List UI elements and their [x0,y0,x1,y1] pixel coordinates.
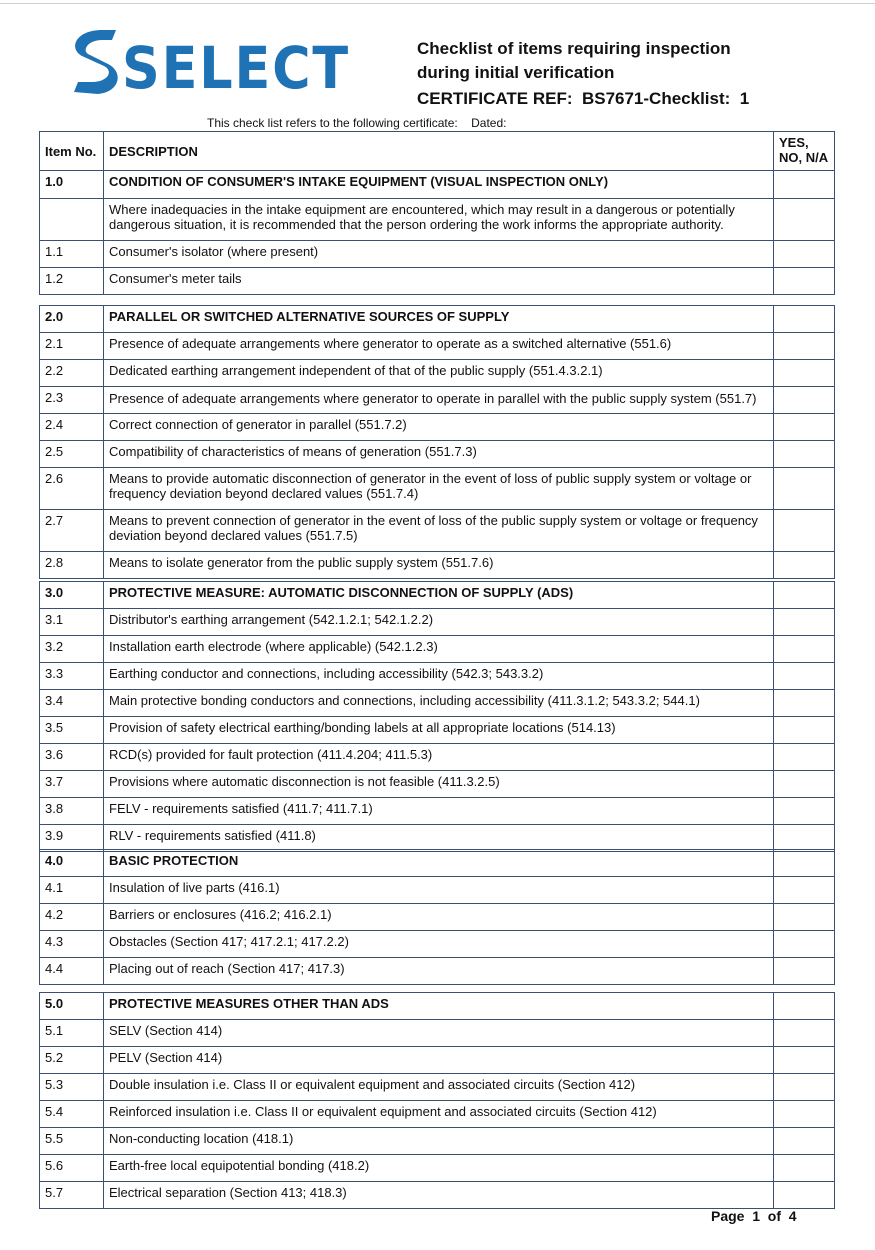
top-border-line [0,3,875,4]
result-cell[interactable] [774,360,835,387]
section-number: 5.0 [40,993,104,1020]
item-description: Dedicated earthing arrangement independent of that of the public supply (551.4.3.2.1) [104,360,774,387]
item-description: Means to isolate generator from the public supply system (551.7.6) [104,552,774,579]
section-heading-row [40,171,835,199]
item-description: Installation earth electrode (where applicable) (542.1.2.3) [104,636,774,663]
item-description: Earth-free local equipotential bonding (418.2) [104,1155,774,1182]
result-cell[interactable] [774,268,835,295]
result-cell[interactable] [774,717,835,744]
item-number: 2.8 [40,552,104,579]
section-title: PROTECTIVE MEASURE: AUTOMATIC DISCONNECTION OF SUPPLY (ADS) [104,582,774,609]
item-number: 2.5 [40,441,104,468]
checklist-section-5 [39,992,835,1209]
result-cell[interactable] [774,636,835,663]
item-number: 3.6 [40,744,104,771]
result-cell[interactable] [774,333,835,360]
checklist-row [40,663,835,690]
page-number: Page 1 of 4 [711,1208,797,1224]
item-description: SELV (Section 414) [104,1020,774,1047]
item-number: 2.7 [40,510,104,552]
checklist-row [40,931,835,958]
item-description: Obstacles (Section 417; 417.2.1; 417.2.2) [104,931,774,958]
result-cell[interactable] [774,199,835,241]
checklist-section-4 [39,849,835,985]
checklist-section-2 [39,305,835,579]
item-description-text: Presence of adequate arrangements where generator to operate in parallel with the public supply system (551.7) [109,391,757,406]
item-number: 3.2 [40,636,104,663]
checklist-row [40,636,835,663]
result-cell[interactable] [774,582,835,609]
item-description: RCD(s) provided for fault protection (411.4.204; 411.5.3) [104,744,774,771]
result-cell[interactable] [774,468,835,510]
item-description: Barriers or enclosures (416.2; 416.2.1) [104,904,774,931]
checklist-row [40,241,835,268]
header-result: YES, NO, N/A [774,132,835,171]
item-description: PELV (Section 414) [104,1047,774,1074]
checklist-row [40,609,835,636]
section-number: 1.0 [40,171,104,199]
checklist-row [40,1047,835,1074]
item-description: Electrical separation (Section 413; 418.3) [104,1182,774,1209]
section-title: CONDITION OF CONSUMER'S INTAKE EQUIPMENT (VISUAL INSPECTION ONLY) [104,171,774,199]
checklist-row [40,798,835,825]
item-number: 5.5 [40,1128,104,1155]
result-cell[interactable] [774,850,835,877]
result-cell[interactable] [774,609,835,636]
item-number: 3.8 [40,798,104,825]
checklist-row [40,414,835,441]
result-cell[interactable] [774,744,835,771]
item-number: 5.3 [40,1074,104,1101]
item-number: 3.3 [40,663,104,690]
item-number: 3.9 [40,825,104,852]
checklist-row [40,771,835,798]
checklist-section-1 [39,131,835,295]
document-title [417,37,731,85]
item-number: 5.6 [40,1155,104,1182]
result-cell[interactable] [774,771,835,798]
result-cell[interactable] [774,877,835,904]
select-logo-graphic [62,26,354,98]
certificate-reference-line: This check list refers to the following certificate: Dated: [207,116,507,130]
item-number: 2.3 [40,387,104,414]
item-number: 3.7 [40,771,104,798]
result-cell[interactable] [774,1074,835,1101]
select-logo [62,26,354,98]
item-number: 3.1 [40,609,104,636]
section-heading-row [40,850,835,877]
section-title: PARALLEL OR SWITCHED ALTERNATIVE SOURCES OF SUPPLY [104,306,774,333]
checklist-row [40,958,835,985]
result-cell[interactable] [774,241,835,268]
item-number: 2.1 [40,333,104,360]
checklist-row [40,717,835,744]
checklist-row [40,1128,835,1155]
result-cell[interactable] [774,1047,835,1074]
certificate-ref: CERTIFICATE REF: BS7671-Checklist: 1 [417,89,750,108]
section-number: 4.0 [40,850,104,877]
item-description: Non-conducting location (418.1) [104,1128,774,1155]
section-number: 3.0 [40,582,104,609]
checklist-row [40,1074,835,1101]
checklist-row [40,1020,835,1047]
result-cell[interactable] [774,663,835,690]
checklist-row [40,904,835,931]
item-number: 5.4 [40,1101,104,1128]
result-cell[interactable] [774,1020,835,1047]
item-number: 5.2 [40,1047,104,1074]
checklist-row [40,825,835,852]
item-description: FELV - requirements satisfied (411.7; 411.7.1) [104,798,774,825]
checklist-row [40,441,835,468]
item-description: RLV - requirements satisfied (411.8) [104,825,774,852]
result-cell[interactable] [774,306,835,333]
item-description: Provisions where automatic disconnection is not feasible (411.3.2.5) [104,771,774,798]
section-heading-row [40,993,835,1020]
note-number-cell [40,199,104,241]
result-cell[interactable] [774,510,835,552]
item-description: Presence of adequate arrangements where generator to operate as a switched alternative (551.6) [104,333,774,360]
header-item-no: Item No. [40,132,104,171]
item-description: Reinforced insulation i.e. Class II or equivalent equipment and associated circuits (Section 412) [104,1101,774,1128]
item-number: 1.1 [40,241,104,268]
item-number: 3.4 [40,690,104,717]
table-header-row [40,132,835,171]
result-cell[interactable] [774,825,835,852]
item-description: Placing out of reach (Section 417; 417.3) [104,958,774,985]
item-number: 4.2 [40,904,104,931]
checklist-row [40,744,835,771]
document-title-line1: Checklist of items requiring inspection [417,39,731,58]
result-cell[interactable] [774,414,835,441]
checklist-section-3 [39,581,835,852]
checklist-row [40,1101,835,1128]
item-number: 5.7 [40,1182,104,1209]
result-cell[interactable] [774,904,835,931]
result-cell[interactable] [774,441,835,468]
item-number: 2.6 [40,468,104,510]
item-description: Earthing conductor and connections, including accessibility (542.3; 543.3.2) [104,663,774,690]
result-cell[interactable] [774,387,835,414]
checklist-row [40,468,835,510]
checklist-row [40,877,835,904]
item-number: 2.2 [40,360,104,387]
item-description: Provision of safety electrical earthing/bonding labels at all appropriate locations (514.13) [104,717,774,744]
result-cell[interactable] [774,931,835,958]
result-cell[interactable] [774,690,835,717]
result-cell[interactable] [774,993,835,1020]
item-description [104,387,774,414]
item-description: Main protective bonding conductors and connections, including accessibility (411.3.1.2; 543.3.2; 544.1) [104,690,774,717]
checklist-row [40,387,835,414]
result-cell[interactable] [774,958,835,985]
section-heading-row [40,582,835,609]
item-description: Consumer's meter tails [104,268,774,295]
result-cell[interactable] [774,171,835,199]
checklist-row [40,552,835,579]
section-title: BASIC PROTECTION [104,850,774,877]
item-description: Distributor's earthing arrangement (542.1.2.1; 542.1.2.2) [104,609,774,636]
item-description: Insulation of live parts (416.1) [104,877,774,904]
item-number: 3.5 [40,717,104,744]
section-title: PROTECTIVE MEASURES OTHER THAN ADS [104,993,774,1020]
item-number: 4.3 [40,931,104,958]
section-heading-row [40,306,835,333]
item-description: Compatibility of characteristics of means of generation (551.7.3) [104,441,774,468]
logo-wordmark: SELECT [122,34,350,98]
checklist-row [40,510,835,552]
item-description: Correct connection of generator in parallel (551.7.2) [104,414,774,441]
item-description: Consumer's isolator (where present) [104,241,774,268]
item-number: 2.4 [40,414,104,441]
result-cell[interactable] [774,1155,835,1182]
section-note-row [40,199,835,241]
item-number: 5.1 [40,1020,104,1047]
item-number: 4.1 [40,877,104,904]
document-title-line2: during initial verification [417,63,615,82]
checklist-row [40,268,835,295]
result-cell[interactable] [774,798,835,825]
result-cell[interactable] [774,552,835,579]
result-cell[interactable] [774,1128,835,1155]
header-description: DESCRIPTION [104,132,774,171]
result-cell[interactable] [774,1182,835,1209]
checklist-row [40,690,835,717]
result-cell[interactable] [774,1101,835,1128]
item-description: Means to provide automatic disconnection of generator in the event of loss of public supply system or voltage or frequency deviation beyond declared values (551.7.4) [104,468,774,510]
item-description: Double insulation i.e. Class II or equivalent equipment and associated circuits (Section 412) [104,1074,774,1101]
item-description: Means to prevent connection of generator in the event of loss of the public supply system or voltage or frequency deviation beyond declared values (551.7.5) [104,510,774,552]
section-note: Where inadequacies in the intake equipment are encountered, which may result in a dangerous or potentially dangerous situation, it is recommended that the person ordering the work informs the appropriate authority. [104,199,774,241]
checklist-row [40,360,835,387]
item-number: 4.4 [40,958,104,985]
checklist-row [40,333,835,360]
checklist-row [40,1182,835,1209]
section-number: 2.0 [40,306,104,333]
checklist-row [40,1155,835,1182]
item-number: 1.2 [40,268,104,295]
